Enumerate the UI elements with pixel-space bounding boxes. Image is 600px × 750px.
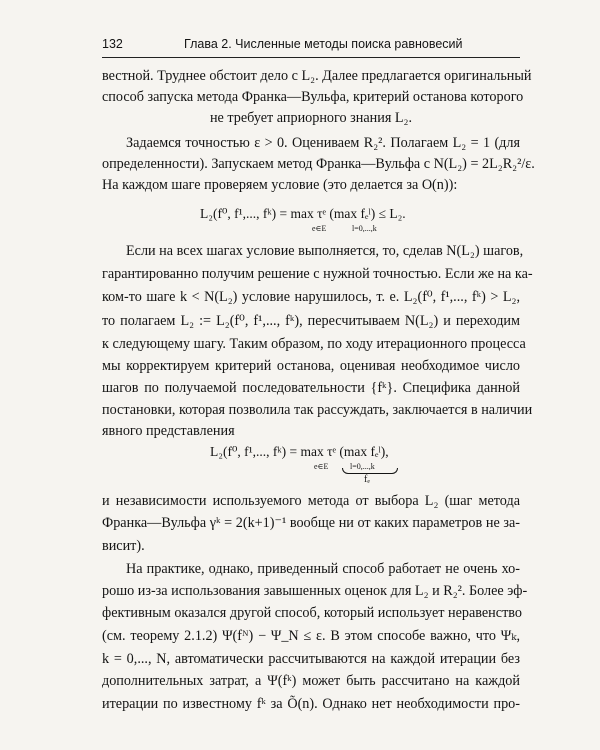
text-line-22: (см. теорему 2.1.2) Ψ(fᴺ) − Ψ_N ≤ ε. В этом способе важно, что Ψₖ, xyxy=(102,628,520,644)
formula-text: L₂(f⁰, f¹,..., fᵏ) = max τᵉ (max fₑˡ), xyxy=(210,444,389,459)
brace-label: f̄ₑ xyxy=(364,474,370,485)
formula-sub-l: l=0,...,k xyxy=(350,462,375,471)
text-line-5: определенности). Запускаем метод Франка—Вульфа с N(L₂) = 2L₂R₂²/ε. xyxy=(102,156,535,172)
text-line-21: фективным оказался другой способ, который использует неравенство xyxy=(102,605,522,621)
formula-sub-e: e∈E xyxy=(314,462,329,471)
formula-sub-l: l=0,...,k xyxy=(352,224,377,233)
text-line-11: к следующему шагу. Таким образом, по ходу итерационного процесса xyxy=(102,336,526,352)
text-line-2: способ запуска метода Франка—Вульфа, критерий останова которого xyxy=(102,89,524,105)
formula-check-condition xyxy=(200,206,406,222)
text-line-19: На практике, однако, приведенный способ работает не очень хо- xyxy=(126,561,520,577)
text-line-7: Если на всех шагах условие выполняется, то, сделав N(L₂) шагов, xyxy=(126,243,524,259)
formula-explicit-representation xyxy=(210,444,389,460)
text-line-10: то полагаем L₂ := L₂(f⁰, f¹,..., fᵏ), пересчитываем N(L₂) и переходим xyxy=(102,313,520,329)
text-line-23: k = 0,..., N, автоматически рассчитываются на каждой итерации без xyxy=(102,651,520,667)
formula-sub-e: e∈E xyxy=(312,224,327,233)
text-line-1: вестной. Труднее обстоит дело с L₂. Далее предлагается оригинальный xyxy=(102,68,532,84)
text-line-12: мы корректируем критерий останова, оценивая необходимое число xyxy=(102,358,520,374)
header-rule xyxy=(102,57,520,58)
text-line-13: шагов по получаемой последовательности {fᵏ}. Специфика данной xyxy=(102,380,520,396)
text-line-17: Франка—Вульфа γᵏ = 2(k+1)⁻¹ вообще ни от каких параметров не за- xyxy=(102,515,520,531)
text-line-18: висит). xyxy=(102,538,145,554)
text-line-6: На каждом шаге проверяем условие (это делается за O(n)): xyxy=(102,177,458,193)
text-line-25: итерации по известному fᵏ за Õ(n). Однако нет необходимости про- xyxy=(102,696,520,712)
text-line-8: гарантированно получим решение с нужной точностью. Если же на ка- xyxy=(102,266,533,282)
underbrace xyxy=(342,468,398,474)
formula-text: L₂(f⁰, f¹,..., fᵏ) = max τᵉ (max fₑˡ) ≤ L₂. xyxy=(200,206,406,221)
text-line-4: Задаемся точностью ε > 0. Оцениваем R₂². Полагаем L₂ = 1 (для xyxy=(126,135,520,151)
text-line-16: и независимости используемого метода от выбора L₂ (шаг метода xyxy=(102,493,520,509)
text-line-24: дополнительных затрат, а Ψ(fᵏ) может быть рассчитано на каждой xyxy=(102,673,520,689)
text-line-20: рошо из-за использования завышенных оценок для L₂ и R₂². Более эф- xyxy=(102,583,528,599)
text-line-3: не требует априорного знания L₂. xyxy=(209,110,413,126)
text-line-9: ком-то шаге k < N(L₂) условие нарушилось, т. е. L₂(f⁰, f¹,..., fᵏ) > L₂, xyxy=(102,289,520,305)
chapter-title: Глава 2. Численные методы поиска равновесий xyxy=(184,37,463,51)
text-line-15: явного представления xyxy=(102,423,235,439)
page-number: 132 xyxy=(102,37,123,51)
text-line-14: постановки, которая позволила так рассуждать, заключается в наличии xyxy=(102,402,533,418)
